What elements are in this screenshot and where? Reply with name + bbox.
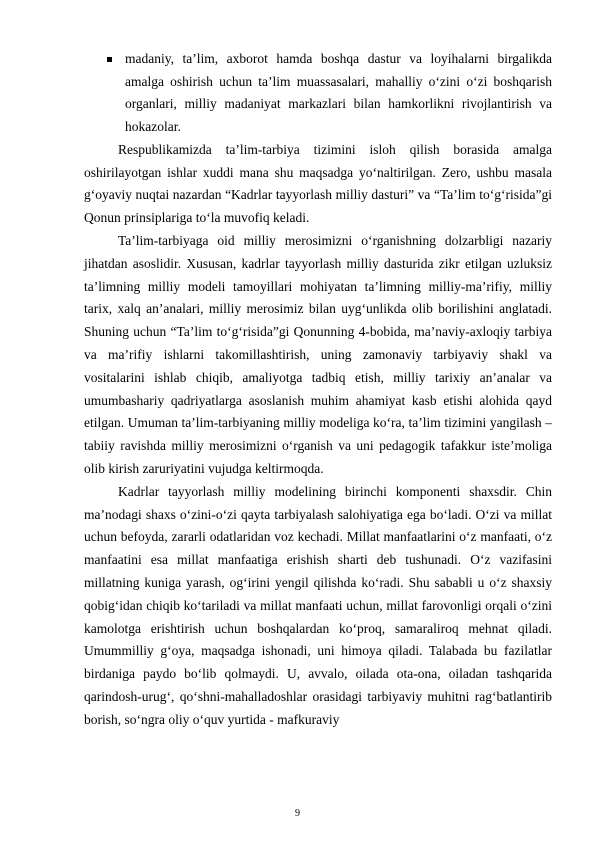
bullet-item-text: madaniy, ta’lim, axborot hamda boshqa dastur va loyihalarni birgalikda amalga oshirish uchun ta’lim muassasalari, mahalliy o‘zini o‘zi boshqarish organlari, milliy madaniyat markazlari bilan hamkorlikni rivojlantirish va hokazolar. — [125, 51, 552, 135]
bullet-list-item — [84, 48, 552, 139]
paragraph-reform: Respublikamizda ta’lim-tarbiya tizimini isloh qilish borasida amalga oshirilayotgan ishlar xuddi mana shu maqsadga yo‘naltirilgan. Zero, ushbu masala g‘oyaviy nuqtai nazardan “Kadrlar tayyorlash milliy dasturi” va “Ta’lim to‘g‘risida”gi Qonun prinsiplariga to‘la muvofiq keladi. — [84, 141, 552, 226]
document-body — [84, 48, 552, 732]
paragraph-personality: Kadrlar tayyorlash milliy modelining birinchi komponenti shaxsdir. Chin ma’nodagi shaxs o‘zini-o‘zi qayta tarbiyalash salohiyatiga ega bo‘ladi. O‘zi va millat uchun befoyda, zararli odatlaridan voz kechadi. Millat manfaatlarini o‘z manfaati, o‘z manfaatini esa millat manfaatiga erishish sharti deb tushunadi. O‘z vazifasini millatning kuniga yarash, og‘irini yengil qilishda ko‘radi. Shu sababli u o‘z shaxsiy qobig‘idan chiqib ko‘tariladi va millat manfaati uchun, millat farovonligi orqali o‘zini kamolotga erishtirish uchun boshqalardan ko‘proq, samaraliroq mehnat qiladi. Umummilliy g‘oya, maqsadga ishonadi, uni himoya qiladi. Talabada bu fazilatlar birdaniga paydo bo‘lib qolmaydi. U, avvalo, oilada ota-ona, oiladan tashqarida qarindosh-urug‘, qo‘shni-mahalladoshlar orasidagi tarbiyaviy muhitni rag‘batlantirib borish, so‘ngra oliy o‘quv yurtida - mafkuraviy — [84, 483, 552, 727]
square-bullet-icon — [107, 57, 112, 62]
page-number: 9 — [295, 808, 300, 819]
paragraph-national-heritage: Ta’lim-tarbiyaga oid milliy merosimizni o‘rganishning dolzarbligi nazariy jihatdan asoslidir. Xususan, kadrlar tayyorlash milliy dasturida zikr etilgan uzluksiz ta’limning milliy modeli tamoyillari mohiyatan ta’limning milliy-ma’rifiy, milliy tarix, xalq an’analari, milliy merosimiz bilan uyg‘unlikda olib borilishini anglatadi. Shuning uchun “Ta’lim to‘g‘risida”gi Qonunning 4-bobida, ma’naviy-axloqiy tarbiya va ma’rifiy ishlarni takomillashtirish, uning zamonaviy tarbiyaviy shakl va vositalarini ishlab chiqib, amaliyotga tadbiq etish, milliy tarixiy an’analar va umumbashariy qadriyatlarga asoslanish muhim ahamiyat kasb etishi alohida qayd etilgan. Umuman ta’lim-tarbiyaning milliy modeliga ko‘ra, ta’lim tizimini yangilash – tabiiy ravishda milliy merosimizni o‘rganish va uni pedagogik tafakkur iste’moliga olib kirish zaruriyatini vujudga keltirmoqda. — [84, 233, 552, 476]
